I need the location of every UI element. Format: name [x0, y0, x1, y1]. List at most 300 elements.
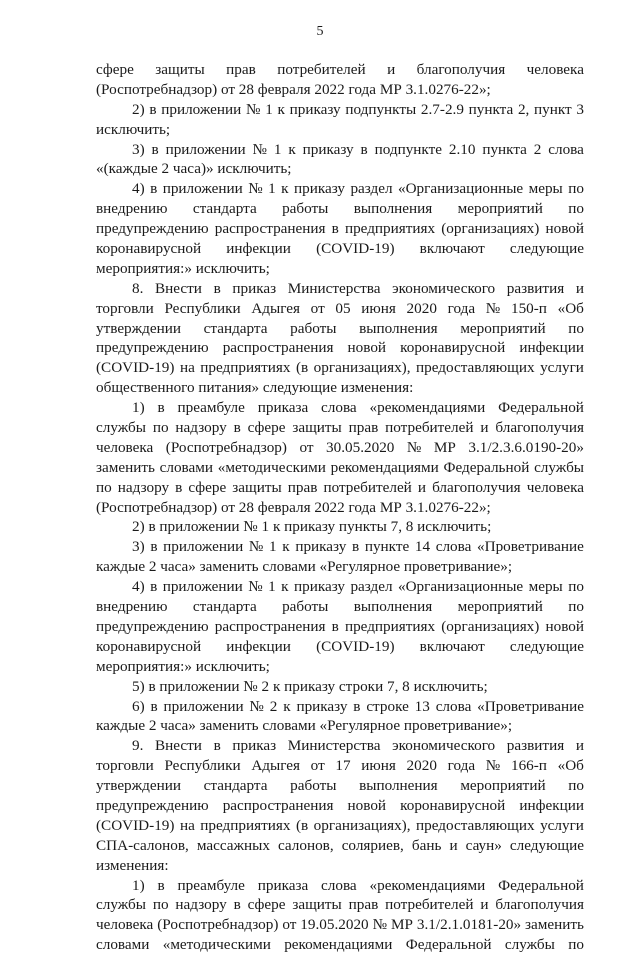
word: от	[310, 299, 325, 317]
word: «Об	[557, 299, 584, 317]
word: и	[387, 61, 396, 78]
word: №	[248, 538, 264, 556]
word: 166-п	[510, 757, 547, 775]
word: массажных	[196, 836, 270, 854]
word: 2.10	[448, 140, 476, 158]
text-line	[96, 637, 584, 657]
word: благополучия	[495, 419, 584, 437]
word: по	[96, 478, 112, 496]
word: предприятиях	[200, 816, 291, 834]
word: выполнения	[353, 598, 433, 616]
word: надзору	[175, 419, 227, 437]
word: надзору	[175, 896, 227, 914]
word: по	[152, 419, 169, 437]
word: от	[299, 438, 314, 456]
word: потребителей	[323, 478, 412, 496]
word: и	[575, 737, 584, 755]
word: 9.	[132, 737, 144, 755]
word: потребителей	[385, 896, 474, 914]
word: предупреждению	[96, 220, 209, 238]
word: (организациях)	[441, 617, 540, 635]
word: в	[213, 279, 221, 297]
word: в	[233, 419, 241, 437]
word: включают	[419, 637, 485, 655]
word: 2	[269, 697, 278, 715]
word: приказу	[289, 100, 341, 118]
word: слова	[321, 399, 357, 417]
word: коронавирусной	[400, 339, 506, 357]
word: в	[353, 697, 361, 715]
word: №	[406, 438, 422, 456]
word: распространения	[222, 339, 334, 357]
word: «методическими	[217, 458, 326, 476]
word: утверждении	[96, 777, 181, 795]
word: инфекции	[226, 637, 291, 655]
word: в	[233, 896, 241, 914]
word: 30.05.2020	[326, 438, 395, 456]
word: «Организационные	[398, 180, 524, 198]
word: (в	[295, 359, 309, 377]
text-line: 2) в приложении № 1 к приказу пункты 7, 8 исключить;	[132, 518, 492, 536]
word: (COVID-19)	[96, 816, 175, 834]
word: рекомендациями	[330, 458, 439, 476]
word: Федеральной	[443, 458, 530, 476]
word: службы	[534, 458, 584, 476]
text-line: 5) в приложении № 2 к приказу строки 7, 8 исключить;	[132, 677, 488, 695]
word: человека	[526, 61, 584, 78]
word: потребителей	[385, 419, 474, 437]
text-line	[96, 239, 584, 259]
word: 3)	[132, 140, 145, 158]
word: от	[310, 757, 325, 775]
word: 1	[269, 538, 277, 556]
word: в	[150, 697, 158, 715]
word: к	[288, 140, 296, 158]
word: прав	[348, 419, 379, 437]
word: от	[282, 916, 297, 934]
word: торговли	[96, 757, 154, 775]
word: экономического	[392, 279, 496, 297]
word: приложении	[163, 697, 244, 715]
word: «рекомендациями	[369, 399, 486, 417]
word: 2,	[517, 100, 530, 118]
word: новой	[545, 220, 584, 238]
word: приложении	[161, 100, 242, 118]
word: на	[179, 359, 195, 377]
word: преамбуле	[177, 399, 245, 417]
word: приказу	[296, 697, 348, 715]
word: словами	[159, 458, 214, 476]
word: следующие	[509, 240, 584, 258]
word: 1	[273, 140, 282, 158]
word: мероприятий	[457, 200, 543, 218]
word: заменить	[96, 458, 155, 476]
word: включают	[419, 240, 485, 258]
word: защиты	[232, 478, 282, 496]
word: предоставляющих	[416, 359, 535, 377]
word: Республики	[164, 299, 241, 317]
word: 4)	[132, 180, 145, 198]
word: коронавирусной	[96, 240, 202, 258]
text-line	[96, 179, 584, 199]
word: по	[568, 578, 584, 596]
word: услуги	[540, 359, 584, 377]
word: следующие	[509, 836, 584, 854]
text-line	[96, 895, 584, 915]
word: июня	[361, 299, 396, 317]
word: строке	[366, 697, 409, 715]
word: №	[485, 757, 501, 775]
word: к	[283, 697, 291, 715]
word: бань	[411, 836, 442, 854]
word: слова	[435, 538, 472, 556]
word: выполнения	[359, 319, 438, 337]
word: приказу	[295, 538, 347, 556]
word: 2020	[406, 299, 437, 317]
text-line	[96, 776, 584, 796]
word: развития	[506, 279, 565, 297]
word: №	[248, 578, 263, 596]
word: работы	[282, 598, 329, 616]
word: Министерства	[287, 279, 381, 297]
word: «Проветривание	[477, 697, 584, 715]
word: предупреждению	[96, 339, 209, 357]
word: стандарта	[203, 777, 268, 795]
word: инфекции	[519, 339, 584, 357]
word: года	[447, 299, 476, 317]
word: 3.1/2.3.6.0190-20»	[468, 438, 584, 456]
word: пункта	[468, 100, 514, 118]
word: по	[568, 936, 584, 954]
word: СПА-салонов,	[96, 836, 189, 854]
word: «методическими	[162, 936, 271, 954]
word: 05	[335, 299, 351, 317]
word: в	[157, 876, 165, 894]
word: в	[351, 538, 360, 556]
word: 17	[335, 757, 351, 775]
word: в	[151, 140, 159, 158]
text-line	[96, 398, 584, 418]
word: к	[281, 180, 289, 198]
word: приложении	[165, 140, 246, 158]
word: предприятиях	[344, 617, 436, 635]
word: Адыгея	[251, 757, 300, 775]
word: новой	[347, 796, 387, 814]
word: №	[372, 916, 388, 934]
text-line: исключить;	[96, 120, 171, 138]
word: салонов,	[277, 836, 334, 854]
text-line	[96, 219, 584, 239]
word: новой	[347, 339, 387, 357]
word: прав	[287, 478, 318, 496]
word: инфекции	[519, 796, 584, 814]
word: подпункте	[374, 140, 442, 158]
word: стандарта	[203, 319, 268, 337]
word: работы	[290, 777, 337, 795]
text-line	[96, 338, 584, 358]
word: услуги	[540, 816, 584, 834]
word: 2.7-2.9	[420, 100, 464, 118]
document-body	[96, 60, 584, 955]
text-line	[96, 617, 584, 637]
word: 1	[268, 578, 276, 596]
text-line	[96, 418, 584, 438]
text-line	[96, 796, 584, 816]
word: 13	[414, 697, 430, 715]
word: 8.	[132, 279, 144, 297]
word: коронавирусной	[96, 637, 202, 655]
word: и	[575, 279, 584, 297]
text-line	[96, 478, 584, 498]
word: в	[150, 538, 158, 556]
word: распространения	[214, 220, 326, 238]
word: к	[281, 578, 289, 596]
word: (Роспотребнадзор)	[157, 916, 279, 934]
word: рекомендациями	[284, 936, 393, 954]
word: службы	[96, 419, 146, 437]
word: слова	[548, 140, 584, 158]
word: предоставляющих	[416, 816, 535, 834]
word: Министерства	[287, 737, 381, 755]
word: приказ	[232, 737, 277, 755]
text-line	[96, 935, 584, 955]
word: сфере	[247, 419, 286, 437]
text-line: «(каждые 2 часа)» исключить;	[96, 160, 292, 178]
word: по	[568, 180, 584, 198]
text-line	[96, 876, 584, 896]
word: прав	[226, 61, 256, 78]
word: в	[150, 578, 158, 596]
word: потребителей	[277, 61, 366, 78]
text-line	[96, 358, 584, 378]
word: года	[447, 757, 476, 775]
word: 3.1/2.1.0181-20»	[416, 916, 522, 934]
word: внедрению	[96, 598, 168, 616]
word: МР	[433, 438, 456, 456]
word: №	[252, 140, 268, 158]
text-line	[96, 736, 584, 756]
word: «рекомендациями	[369, 876, 486, 894]
word: защиты	[292, 896, 342, 914]
word: приказу	[302, 140, 354, 158]
word: 14	[414, 538, 431, 556]
word: №	[485, 299, 501, 317]
word: «Об	[557, 757, 584, 775]
word: инфекции	[226, 240, 291, 258]
word: 4)	[132, 578, 145, 596]
text-line	[96, 697, 584, 717]
word: развития	[506, 737, 565, 755]
word: меры	[528, 578, 563, 596]
word: подпункты	[345, 100, 417, 118]
text-line	[96, 199, 584, 219]
word: №	[248, 180, 263, 198]
word: утверждении	[96, 319, 181, 337]
word: МР	[391, 916, 413, 934]
word: предупреждению	[96, 617, 209, 635]
word: пункта	[482, 140, 527, 158]
word: человека	[96, 438, 154, 456]
word: №	[246, 100, 261, 118]
word: слова	[435, 697, 472, 715]
text-line	[96, 140, 584, 160]
word: Адыгея	[251, 299, 300, 317]
text-line: (Роспотребнадзор) от 28 февраля 2022 года МР 3.1.0276-22»;	[96, 80, 491, 98]
word: 2	[533, 140, 542, 158]
word: 1	[265, 100, 273, 118]
text-line	[96, 756, 584, 776]
word: раздел	[350, 180, 393, 198]
word: приказу	[294, 578, 346, 596]
word: 3	[576, 100, 584, 118]
text-line: общественного питания» следующие изменения:	[96, 379, 414, 397]
word: 1)	[132, 399, 145, 417]
word: (COVID-19)	[316, 637, 395, 655]
word: июня	[361, 757, 396, 775]
page-number: 5	[316, 24, 324, 39]
word: в	[213, 737, 221, 755]
word: к	[277, 100, 285, 118]
word: (в	[295, 816, 309, 834]
word: стандарта	[192, 598, 257, 616]
word: и	[417, 478, 427, 496]
word: Внести	[155, 279, 202, 297]
text-line	[96, 279, 584, 299]
word: коронавирусной	[400, 796, 506, 814]
word: приложении	[162, 578, 243, 596]
word: мероприятий	[457, 598, 543, 616]
word: предприятиях	[200, 359, 291, 377]
word: внедрению	[96, 200, 168, 218]
word: и	[480, 419, 489, 437]
text-line: каждые 2 часа» заменить словами «Регулярное проветривание»;	[96, 558, 513, 576]
word: распространения	[222, 796, 334, 814]
word: соляриев,	[341, 836, 404, 854]
text-line	[96, 816, 584, 836]
word: работы	[290, 319, 337, 337]
word: по	[568, 200, 584, 218]
word: торговли	[96, 299, 154, 317]
text-line: каждые 2 часа» заменить словами «Регулярное проветривание»;	[96, 717, 513, 735]
word: по	[568, 319, 584, 337]
word: (Роспотребнадзор)	[165, 438, 287, 456]
word: выполнения	[353, 200, 433, 218]
word: сфере	[96, 61, 134, 78]
word: прав	[348, 896, 379, 914]
word: мероприятий	[460, 777, 546, 795]
word: человека	[526, 478, 584, 496]
word: мероприятий	[460, 319, 546, 337]
word: в	[157, 399, 165, 417]
word: сфере	[188, 478, 227, 496]
word: 1)	[132, 876, 145, 894]
text-line	[96, 458, 584, 478]
word: Внести	[155, 737, 202, 755]
text-line: (Роспотребнадзор) от 28 февраля 2022 года МР 3.1.0276-22»;	[96, 498, 491, 516]
word: (организациях)	[441, 220, 540, 238]
word: по	[568, 777, 584, 795]
word: саун»	[465, 836, 502, 854]
word: словами	[96, 936, 150, 954]
word: следующие	[509, 637, 584, 655]
word: приложении	[162, 180, 243, 198]
text-line	[96, 537, 584, 557]
text-line	[96, 577, 584, 597]
word: 6)	[132, 697, 145, 715]
word: раздел	[350, 578, 393, 596]
word: по	[568, 598, 584, 616]
word: надзору	[117, 478, 170, 496]
text-line	[96, 915, 584, 935]
word: в	[175, 478, 183, 496]
word: службы	[96, 896, 146, 914]
word: меры	[528, 180, 563, 198]
word: 2)	[132, 100, 145, 118]
word: по	[152, 896, 169, 914]
word: Федеральной	[498, 399, 584, 417]
word: (COVID-19)	[96, 359, 175, 377]
word: благополучия	[495, 896, 584, 914]
word: Федеральной	[405, 936, 492, 954]
word: экономического	[392, 737, 496, 755]
word: приказ	[232, 279, 277, 297]
word: приказа	[257, 876, 309, 894]
text-line: мероприятия:» исключить;	[96, 259, 270, 277]
text-line: мероприятия:» исключить;	[96, 657, 270, 675]
word: в	[149, 100, 157, 118]
text-line: изменения:	[96, 856, 169, 874]
word: «Проветривание	[477, 538, 584, 556]
word: «Организационные	[398, 578, 524, 596]
word: распространения	[214, 617, 326, 635]
word: 3)	[132, 538, 145, 556]
word: Республики	[164, 757, 241, 775]
word: приказу	[294, 180, 346, 198]
word: сфере	[247, 896, 286, 914]
text-line	[96, 299, 584, 319]
word: человека	[96, 916, 154, 934]
word: в	[331, 617, 339, 635]
text-line	[96, 100, 584, 120]
word: службы	[504, 936, 555, 954]
word: новой	[545, 617, 584, 635]
word: и	[480, 896, 489, 914]
word: защиты	[155, 61, 205, 78]
word: работы	[282, 200, 329, 218]
word: в	[331, 220, 339, 238]
word: приказа	[257, 399, 309, 417]
word: 1	[268, 180, 276, 198]
word: пункт	[534, 100, 572, 118]
word: стандарта	[192, 200, 257, 218]
word: предупреждению	[96, 796, 209, 814]
text-line	[96, 319, 584, 339]
word: преамбуле	[177, 876, 245, 894]
word: в	[360, 140, 368, 158]
text-line	[96, 438, 584, 458]
word: организациях),	[313, 359, 411, 377]
word: в	[150, 180, 158, 198]
word: Федеральной	[498, 876, 584, 894]
word: пункте	[364, 538, 410, 556]
word: №	[249, 697, 264, 715]
word: приложении	[163, 538, 244, 556]
word: 2020	[406, 757, 437, 775]
word: организациях),	[313, 816, 411, 834]
word: (COVID-19)	[316, 240, 395, 258]
word: 150-п	[510, 299, 547, 317]
word: выполнения	[359, 777, 438, 795]
